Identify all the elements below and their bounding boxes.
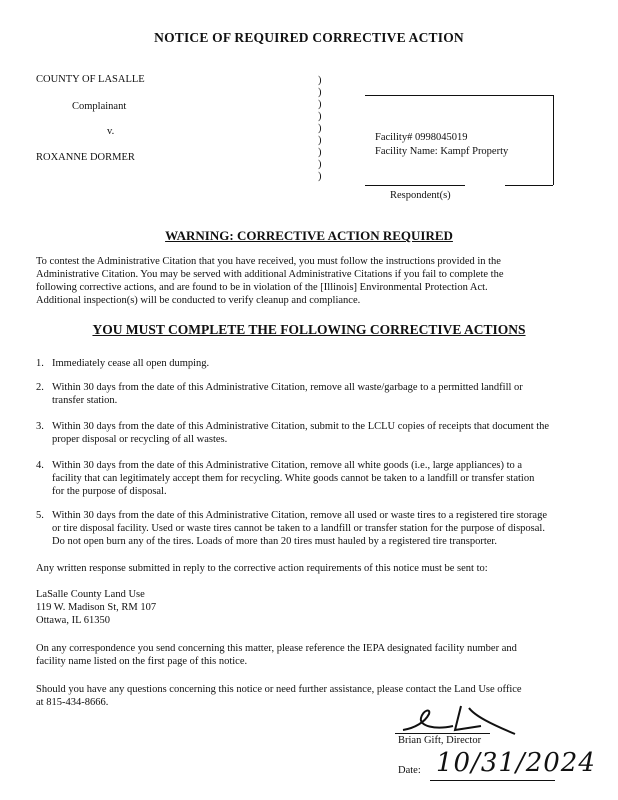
correspondence-line: On any correspondence you send concerning this matter, please reference the IEPA designated facility number and (36, 643, 517, 654)
action-number: 4. (36, 460, 44, 471)
action-item (52, 357, 592, 370)
action-number: 5. (36, 510, 44, 521)
warning-heading: WARNING: CORRECTIVE ACTION REQUIRED (165, 228, 453, 243)
paren-mark: ) (318, 147, 322, 158)
action-line: proper disposal or recycling of all wastes. (52, 434, 228, 445)
date-line (430, 780, 555, 781)
paren-mark: ) (318, 99, 322, 110)
document-title: NOTICE OF REQUIRED CORRECTIVE ACTION (154, 30, 464, 45)
facility-number: Facility# 0998045019 (375, 132, 468, 143)
action-line: Within 30 days from the date of this Administrative Citation, remove all waste/garbage to a permitted landfill or (52, 382, 523, 393)
correspondence-paragraph (36, 642, 596, 668)
warning-line: following corrective actions, and are found to be in violation of the [Illinois] Environmental Protection Act. (36, 282, 488, 293)
questions-line: at 815-434-8666. (36, 697, 109, 708)
paren-mark: ) (318, 111, 322, 122)
actions-heading: YOU MUST COMPLETE THE FOLLOWING CORRECTIVE ACTIONS (92, 322, 526, 337)
paren-mark: ) (318, 135, 322, 146)
warning-line: Administrative Citation. You may be served with additional Administrative Citations if you fail to complete the (36, 269, 504, 280)
action-item (52, 459, 592, 498)
paren-mark: ) (318, 87, 322, 98)
action-item (52, 381, 592, 407)
handwritten-date: 10/31/2024 (436, 748, 596, 778)
respondents-label: Respondent(s) (390, 190, 451, 201)
paren-mark: ) (318, 171, 322, 182)
action-line: facility that can legitimately accept them for recycling. White goods cannot be taken to a landfill or transfer station (52, 473, 535, 484)
caption-box-bottom-rule (505, 185, 553, 186)
signature-line (395, 733, 490, 734)
address-line: 119 W. Madison St, RM 107 (36, 602, 157, 613)
respondent-name: ROXANNE DORMER (36, 152, 135, 163)
action-line: Do not open burn any of the tires. Loads of more than 20 tires must hauled by a registered tire transporter. (52, 536, 497, 547)
complainant-label: Complainant (72, 101, 127, 112)
action-item (52, 509, 597, 548)
action-number: 3. (36, 421, 44, 432)
action-number: 1. (36, 358, 44, 369)
caption-box-top-rule (365, 95, 553, 96)
county-label: COUNTY OF LASALLE (36, 74, 145, 85)
facility-name: Facility Name: Kampf Property (375, 146, 509, 157)
action-line: Within 30 days from the date of this Administrative Citation, remove all used or waste tires to a registered tire storage (52, 510, 547, 521)
action-line: for the purpose of disposal. (52, 486, 167, 497)
correspondence-line: facility name listed on the first page of this notice. (36, 656, 248, 667)
handwritten-signature (395, 700, 525, 740)
action-line: Within 30 days from the date of this Administrative Citation, remove all white goods (i.e., large appliances) to a (52, 460, 523, 471)
warning-line: To contest the Administrative Citation that you have received, you must follow the instructions provided in the (36, 256, 501, 267)
action-number: 2. (36, 382, 44, 393)
paren-mark: ) (318, 159, 322, 170)
warning-line: Additional inspection(s) will be conducted to verify cleanup and compliance. (36, 295, 361, 306)
paren-mark: ) (318, 123, 322, 134)
address-line: Ottawa, IL 61350 (36, 615, 110, 626)
warning-paragraph (36, 255, 586, 307)
action-line: or tire disposal facility. Used or waste tires cannot be taken to a landfill or transfer station for the purpose of disposal. (52, 523, 545, 534)
signer-name: Brian Gift, Director (398, 735, 482, 746)
questions-line: Should you have any questions concerning this notice or need further assistance, please contact the Land Use office (36, 684, 522, 695)
address-line: LaSalle County Land Use (36, 589, 145, 600)
versus-label: v. (107, 126, 115, 137)
parenthesis-column (318, 75, 322, 183)
action-line: transfer station. (52, 395, 118, 406)
date-label: Date: (398, 765, 421, 776)
action-item (52, 420, 592, 446)
paren-mark: ) (318, 75, 322, 86)
response-instruction: Any written response submitted in reply to the corrective action requirements of this notice must be sent to: (36, 563, 488, 574)
mailing-address (36, 588, 336, 627)
caption-box-bottom-rule-left (365, 185, 465, 186)
action-line: Within 30 days from the date of this Administrative Citation, submit to the LCLU copies of receipts that document the (52, 421, 550, 432)
action-line: Immediately cease all open dumping. (52, 358, 210, 369)
caption-box-right-rule (553, 95, 554, 185)
